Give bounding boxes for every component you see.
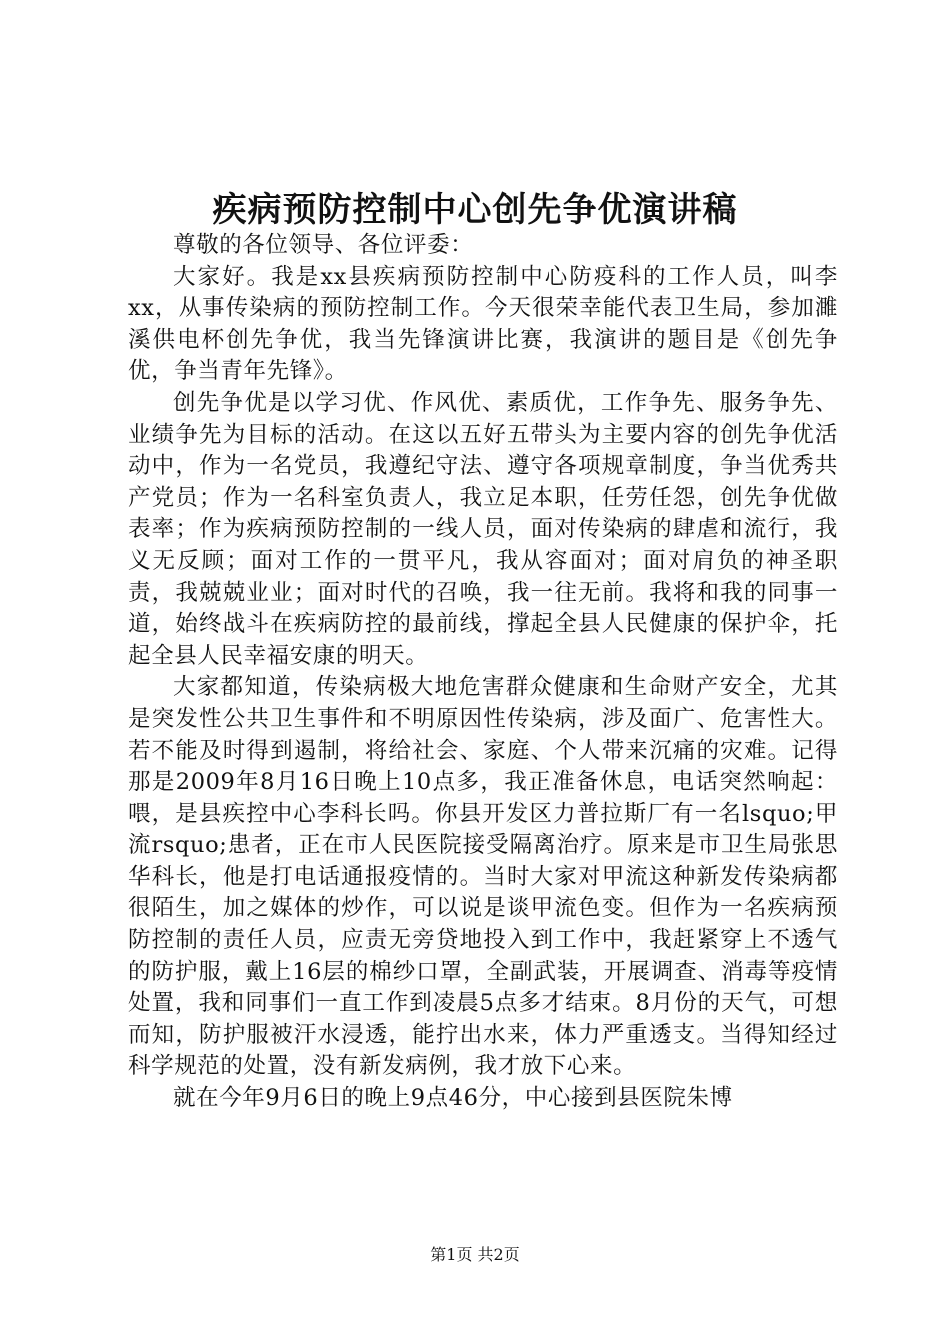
- introduction-paragraph: 大家好。我是xx县疾病预防控制中心防疫科的工作人员，叫李xx，从事传染病的预防控制工作。今天很荣幸能代表卫生局，参加濉溪供电杯创先争优，我当先锋演讲比赛，我演讲的题目是《创先争优，争当青年先锋》。: [128, 263, 838, 385]
- page-number-footer: 第1页 共2页: [430, 1245, 520, 1264]
- salutation-paragraph: 尊敬的各位领导、各位评委：: [173, 232, 474, 258]
- epidemic-story-paragraph: 大家都知道，传染病极大地危害群众健康和生命财产安全，尤其是突发性公共卫生事件和不明原因性传染病，涉及面广、危害性大。若不能及时得到遏制，将给社会、家庭、个人带来沉痛的灾难。记得那是2009年8月16日晚上10点多，我正准备休息，电话突然响起：喂，是县疾控中心李科长吗。你县开发区力普拉斯厂有一名lsquo;甲流rsquo;患者，正在市人民医院接受隔离治疗。原来是市卫生局张思华科长，他是打电话通报疫情的。当时大家对甲流这种新发传染病都很陌生，加之媒体的炒作，可以说是谈甲流色变。但作为一名疾病预防控制的责任人员，应责无旁贷地投入到工作中，我赶紧穿上不透气的防护服，戴上16层的棉纱口罩，全副武装，开展调查、消毒等疫情处置，我和同事们一直工作到凌晨5点多才结束。8月份的天气，可想而知，防护服被汗水浸透，能拧出水来，体力严重透支。当得知经过科学规范的处置，没有新发病例，我才放下心来。: [128, 674, 838, 1080]
- activity-paragraph: 创先争优是以学习优、作风优、素质优，工作争先、服务争先、业绩争先为目标的活动。在这以五好五带头为主要内容的创先争优活动中，作为一名党员，我遵纪守法、遵守各项规章制度，争当优秀共产党员；作为一名科室负责人，我立足本职，任劳任怨，创先争优做表率；作为疾病预防控制的一线人员，面对传染病的肆虐和流行，我义无反顾；面对工作的一贯平凡，我从容面对；面对肩负的神圣职责，我兢兢业业；面对时代的召唤，我一往无前。我将和我的同事一道，始终战斗在疾病防控的最前线，撑起全县人民健康的保护伞，托起全县人民幸福安康的明天。: [128, 389, 838, 669]
- document-body: [128, 230, 838, 1115]
- document-title: 疾病预防控制中心创先争优演讲稿: [212, 190, 738, 230]
- continuation-paragraph: 就在今年9月6日的晚上9点46分，中心接到县医院朱博: [173, 1085, 733, 1112]
